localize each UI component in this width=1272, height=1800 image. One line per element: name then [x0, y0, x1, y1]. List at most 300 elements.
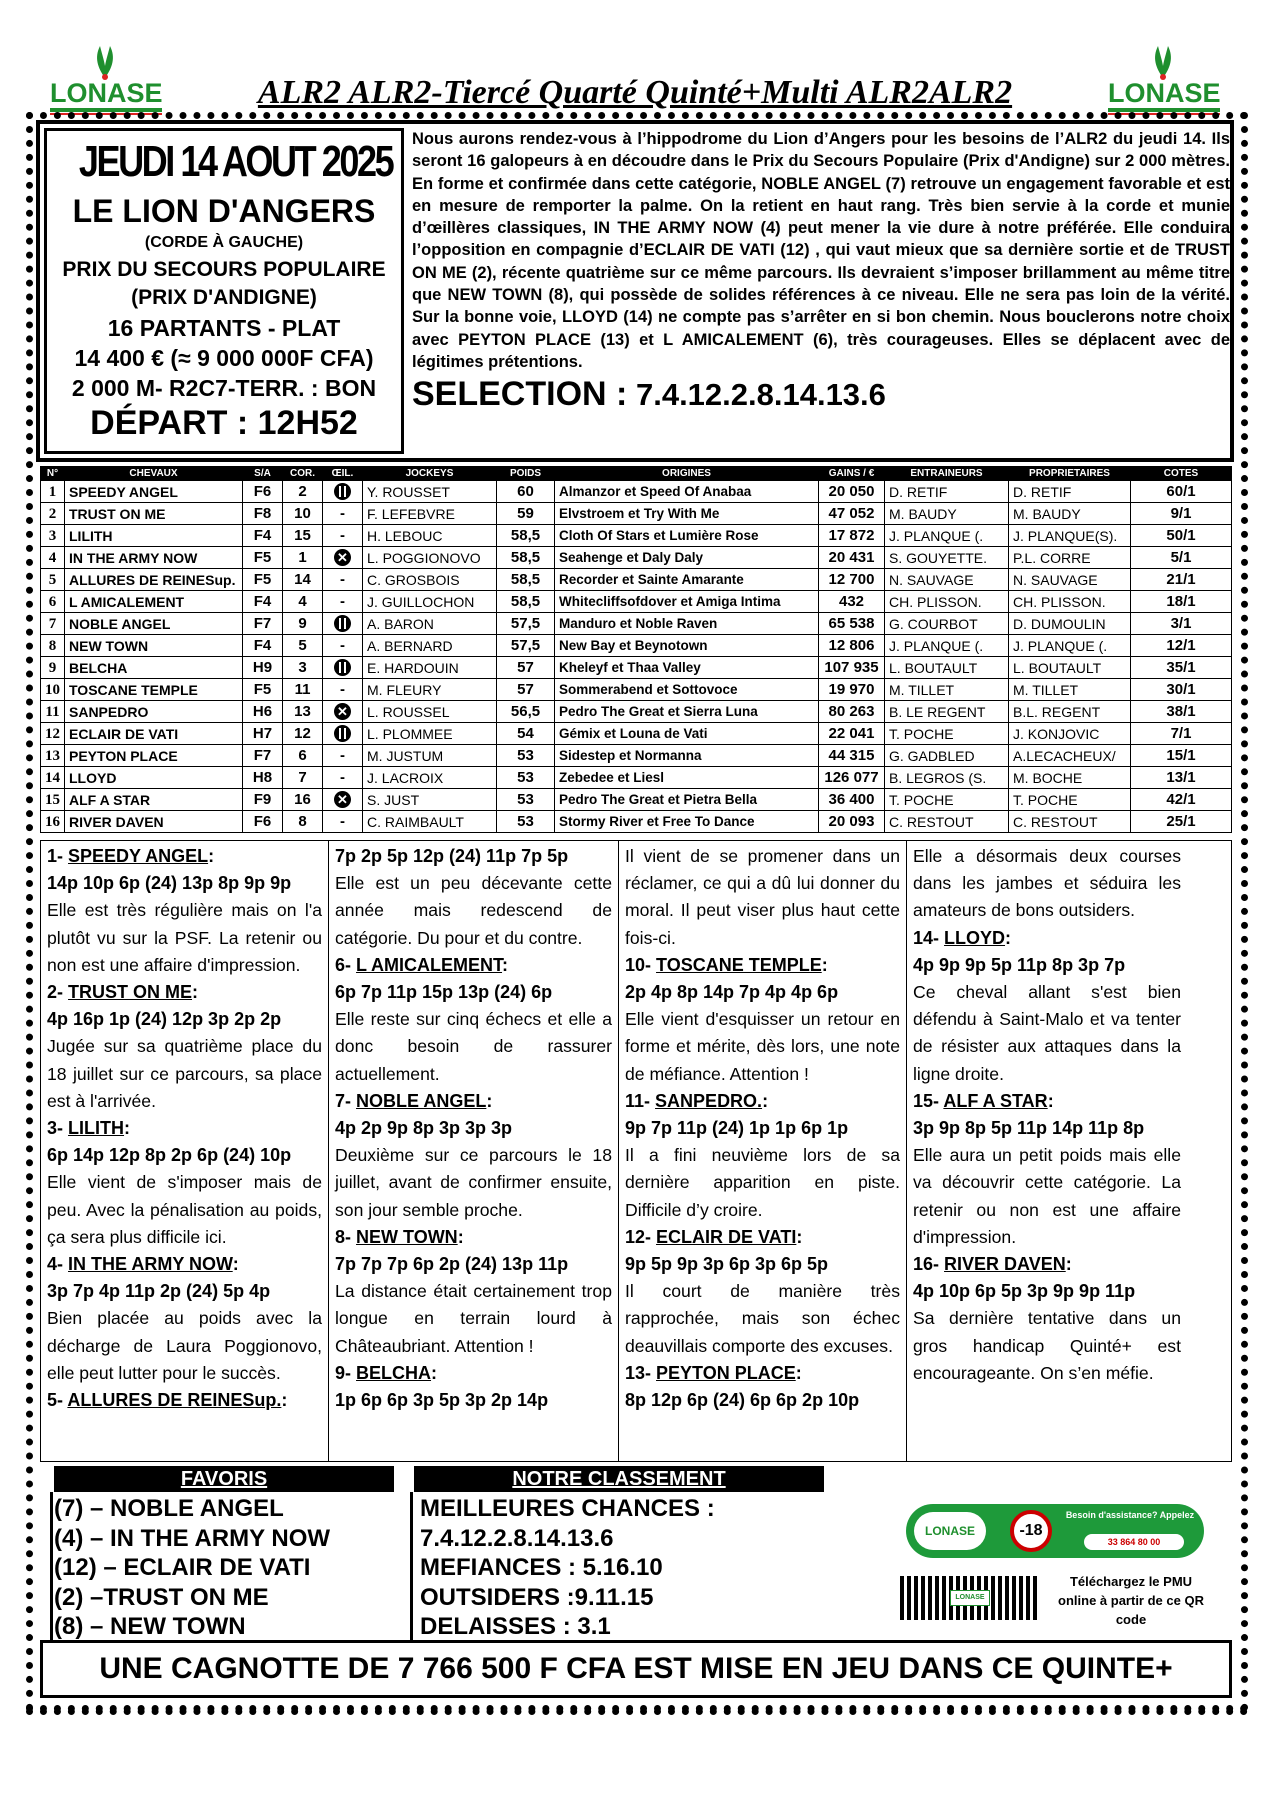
ad-banner	[906, 1504, 1204, 1558]
cell-jockey: L. PLOMMEE	[363, 723, 497, 745]
comment-horse-suffix: :	[124, 1118, 131, 1139]
comment-horse-title	[625, 1088, 900, 1115]
cell-horse: LLOYD	[65, 767, 243, 789]
cell-cor: 4	[283, 591, 323, 613]
cell-orig: Seahenge et Daly Daly	[555, 547, 819, 569]
cell-poids: 60	[497, 481, 555, 503]
comment-horse-name: TRUST ON ME	[68, 982, 193, 1003]
cell-horse: RIVER DAVEN	[65, 811, 243, 833]
comment-text: Jugée sur sa quatrième place du 18 juillet sur ce parcours, sa place est à l'arrivée.	[47, 1036, 322, 1111]
cell-poids: 53	[497, 745, 555, 767]
column-header: ŒIL.	[323, 467, 363, 481]
comment-horse-suffix: :	[1047, 1090, 1054, 1111]
selection-label: SELECTION :	[412, 375, 628, 414]
comment-horse-suffix: :	[431, 1362, 438, 1383]
comment-horse-name: LLOYD	[944, 927, 1006, 948]
comment-horse-title	[335, 1088, 612, 1115]
cell-gains: 107 935	[819, 657, 885, 679]
comment-horse-suffix: :	[192, 982, 199, 1003]
column-header: PROPRIETAIRES	[1009, 467, 1131, 481]
cell-cote: 13/1	[1131, 767, 1232, 789]
cell-poids: 58,5	[497, 525, 555, 547]
cell-sa: F4	[243, 525, 283, 547]
cell-sa: H9	[243, 657, 283, 679]
comment-horse-name: ALF A STAR	[943, 1090, 1048, 1111]
cell-num: 9	[41, 657, 65, 679]
cell-num: 6	[41, 591, 65, 613]
cell-oeil	[323, 613, 363, 635]
cell-sa: F6	[243, 481, 283, 503]
race-date: JEUDI 14 AOUT 2025	[78, 137, 393, 186]
cell-horse: LILITH	[65, 525, 243, 547]
comment-horse-number: 3-	[47, 1118, 64, 1139]
comment-horse-title	[625, 1224, 900, 1251]
table-row	[41, 745, 1232, 767]
cell-horse: NOBLE ANGEL	[65, 613, 243, 635]
race-venue: LE LION D'ANGERS	[72, 193, 376, 229]
cell-cor: 5	[283, 635, 323, 657]
comment-text: La distance était certainement trop longue en terrain lourd à Châteaubriant. Attention !	[335, 1281, 612, 1356]
selection	[412, 375, 1230, 414]
cell-cote: 7/1	[1131, 723, 1232, 745]
column-header: GAINS / €	[819, 467, 885, 481]
cell-gains: 22 041	[819, 723, 885, 745]
comment-horse-number: 10-	[625, 954, 652, 975]
cell-prop: P.L. CORRE	[1009, 547, 1131, 569]
comment-musique: 7p 7p 7p 6p 2p (24) 13p 11p	[335, 1254, 569, 1275]
cell-oeil: -	[323, 811, 363, 833]
cell-prop: M. BAUDY	[1009, 503, 1131, 525]
cell-orig: Pedro The Great et Pietra Bella	[555, 789, 819, 811]
comment-horse-title	[47, 1387, 322, 1414]
cell-orig: Cloth Of Stars et Lumière Rose	[555, 525, 819, 547]
cell-num: 3	[41, 525, 65, 547]
cell-poids: 59	[497, 503, 555, 525]
comment-horse-number: 4-	[47, 1254, 64, 1275]
cell-gains: 36 400	[819, 789, 885, 811]
cell-poids: 53	[497, 811, 555, 833]
cell-poids: 53	[497, 789, 555, 811]
comment-horse-number: 2-	[47, 982, 64, 1003]
cell-entr: G. COURBOT	[885, 613, 1009, 635]
cell-entr: M. TILLET	[885, 679, 1009, 701]
cell-cor: 6	[283, 745, 323, 767]
table-row	[41, 679, 1232, 701]
comment-text: Deuxième sur ce parcours le 18 juillet, avant de confirmer ensuite, son jour semble proche.	[335, 1145, 612, 1220]
cell-entr: L. BOUTAULT	[885, 657, 1009, 679]
comment-horse-name: TOSCANE TEMPLE	[656, 954, 822, 975]
comment-musique: 6p 7p 11p 15p 13p (24) 6p	[335, 982, 553, 1003]
cell-orig: Recorder et Sainte Amarante	[555, 569, 819, 591]
table-row	[41, 723, 1232, 745]
comment-text: Ce cheval allant s'est bien défendu à Saint-Malo et va tenter de résister aux attaques dans la ligne droite.	[913, 982, 1181, 1084]
comment-text: Il a fini neuvième lors de sa dernière apparition en piste. Difficile d’y croire.	[625, 1145, 900, 1220]
comment-musique: 9p 5p 9p 3p 6p 3p 6p 5p	[625, 1254, 829, 1275]
cell-entr: B. LEGROS (S.	[885, 767, 1009, 789]
cell-sa: F5	[243, 547, 283, 569]
comment-musique: 3p 7p 4p 11p 2p (24) 5p 4p	[47, 1281, 271, 1302]
comment-horse-suffix: :	[762, 1090, 769, 1111]
comment-horse-suffix: :	[281, 1390, 288, 1411]
cell-jockey: L. POGGIONOVO	[363, 547, 497, 569]
comment-horse-title	[625, 952, 900, 979]
cell-num: 15	[41, 789, 65, 811]
column-header: ORIGINES	[555, 467, 819, 481]
cell-gains: 19 970	[819, 679, 885, 701]
cell-cote: 3/1	[1131, 613, 1232, 635]
cell-oeil: -	[323, 503, 363, 525]
cell-entr: T. POCHE	[885, 723, 1009, 745]
cell-cote: 9/1	[1131, 503, 1232, 525]
cell-num: 8	[41, 635, 65, 657]
cell-poids: 53	[497, 767, 555, 789]
prix-alt-name: (PRIX D'ANDIGNE)	[131, 286, 317, 309]
cell-horse: ALLURES DE REINESup.	[65, 569, 243, 591]
cell-jockey: M. FLEURY	[363, 679, 497, 701]
comment-horse-number: 14-	[913, 927, 940, 948]
comment-musique: 7p 2p 5p 12p (24) 11p 7p 5p	[335, 846, 569, 866]
comment-horse-suffix: :	[486, 1090, 493, 1111]
comment-horse-number: 9-	[335, 1362, 352, 1383]
table-row	[41, 811, 1232, 833]
cell-cor: 16	[283, 789, 323, 811]
cell-oeil	[323, 657, 363, 679]
cell-poids: 57	[497, 679, 555, 701]
comment-horse-title	[335, 1224, 612, 1251]
comments-column-4	[907, 841, 1187, 1461]
cell-horse: ALF A STAR	[65, 789, 243, 811]
logo-word: LONASE	[1108, 78, 1221, 108]
cell-entr: M. BAUDY	[885, 503, 1009, 525]
cell-cor: 8	[283, 811, 323, 833]
comment-horse-number: 5-	[47, 1390, 64, 1411]
cell-prop: L. BOUTAULT	[1009, 657, 1131, 679]
cell-num: 12	[41, 723, 65, 745]
comment-horse-title	[47, 1251, 322, 1278]
classement-item: OUTSIDERS :9.11.15	[420, 1583, 654, 1611]
table-row	[41, 591, 1232, 613]
wing-icon	[88, 40, 122, 80]
cell-sa: F5	[243, 569, 283, 591]
cell-orig: Zebedee et Liesl	[555, 767, 819, 789]
dotted-frame-bottom	[26, 1708, 1248, 1720]
comment-text: Elle est un peu décevante cette année mais redescend de catégorie. Du pour et du contre.	[335, 873, 612, 948]
comment-horse-name: SANPEDRO.	[655, 1090, 763, 1111]
cell-cor: 11	[283, 679, 323, 701]
comment-text: Il court de manière très rapprochée, mais son échec deauvillais comporte des excuses.	[625, 1281, 900, 1356]
blinkers-icon	[334, 659, 351, 676]
comment-horse-number: 1-	[47, 846, 64, 866]
comment-horse-number: 11-	[625, 1090, 651, 1111]
comment-horse-name: LILITH	[68, 1118, 125, 1139]
cell-prop: M. BOCHE	[1009, 767, 1131, 789]
cell-sa: H8	[243, 767, 283, 789]
cell-num: 1	[41, 481, 65, 503]
cell-sa: F7	[243, 613, 283, 635]
classement-divider	[410, 1492, 413, 1642]
table-row	[41, 547, 1232, 569]
comment-musique: 14p 10p 6p (24) 13p 8p 9p 9p	[47, 873, 292, 894]
cell-cote: 38/1	[1131, 701, 1232, 723]
comment-musique: 4p 16p 1p (24) 12p 3p 2p 2p	[47, 1009, 282, 1030]
race-info	[44, 128, 404, 454]
table-row	[41, 613, 1232, 635]
cell-gains: 47 052	[819, 503, 885, 525]
cell-cor: 7	[283, 767, 323, 789]
cell-cor: 15	[283, 525, 323, 547]
favori-item: (4) – IN THE ARMY NOW	[54, 1524, 331, 1552]
cell-cor: 10	[283, 503, 323, 525]
cell-num: 14	[41, 767, 65, 789]
comment-horse-title	[913, 1088, 1181, 1115]
cell-orig: Almanzor et Speed Of Anabaa	[555, 481, 819, 503]
qr-logo: LONASE	[950, 1590, 990, 1606]
cell-prop: J. PLANQUE (.	[1009, 635, 1131, 657]
cell-cote: 60/1	[1131, 481, 1232, 503]
cell-cote: 12/1	[1131, 635, 1232, 657]
cell-num: 5	[41, 569, 65, 591]
comment-text: Bien placée au poids avec la décharge de Laura Poggionovo, elle peut lutter pour le succès.	[47, 1308, 322, 1383]
column-header: S/A	[243, 467, 283, 481]
ad-logo: LONASE	[914, 1512, 986, 1550]
cell-orig: Stormy River et Free To Dance	[555, 811, 819, 833]
cell-entr: C. RESTOUT	[885, 811, 1009, 833]
australian-blinkers-icon: ✕	[334, 549, 351, 566]
table-row	[41, 767, 1232, 789]
cell-entr: J. PLANQUE (.	[885, 525, 1009, 547]
table-row	[41, 657, 1232, 679]
cell-num: 2	[41, 503, 65, 525]
cell-oeil	[323, 547, 363, 569]
blinkers-icon	[334, 615, 351, 632]
cell-prop: B.L. REGENT	[1009, 701, 1131, 723]
table-row	[41, 481, 1232, 503]
comment-horse-suffix: :	[821, 954, 828, 975]
cell-jockey: F. LEFEBVRE	[363, 503, 497, 525]
cell-gains: 44 315	[819, 745, 885, 767]
comment-horse-number: 15-	[913, 1090, 940, 1111]
comment-horse-name: RIVER DAVEN	[944, 1254, 1066, 1275]
cell-horse: IN THE ARMY NOW	[65, 547, 243, 569]
cell-num: 11	[41, 701, 65, 723]
cell-jockey: H. LEBOUC	[363, 525, 497, 547]
cell-jockey: E. HARDOUIN	[363, 657, 497, 679]
cell-cor: 12	[283, 723, 323, 745]
cell-cote: 25/1	[1131, 811, 1232, 833]
cell-oeil	[323, 789, 363, 811]
comment-musique: 6p 14p 12p 8p 2p 6p (24) 10p	[47, 1145, 292, 1166]
race-partants: 16 PARTANTS - PLAT	[107, 315, 341, 341]
cell-poids: 56,5	[497, 701, 555, 723]
cell-entr: B. LE REGENT	[885, 701, 1009, 723]
cell-orig: New Bay et Beynotown	[555, 635, 819, 657]
cell-cor: 13	[283, 701, 323, 723]
cell-jockey: M. JUSTUM	[363, 745, 497, 767]
classement-item: 7.4.12.2.8.14.13.6	[420, 1524, 614, 1552]
table-row	[41, 789, 1232, 811]
cell-oeil: -	[323, 569, 363, 591]
comment-horse-name: SPEEDY ANGEL	[68, 846, 209, 866]
comment-horse-suffix: :	[795, 1362, 802, 1383]
cell-gains: 126 077	[819, 767, 885, 789]
comments-column-3	[619, 841, 907, 1461]
cell-oeil: -	[323, 525, 363, 547]
cell-orig: Manduro et Noble Raven	[555, 613, 819, 635]
comment-musique: 4p 9p 9p 5p 11p 8p 3p 7p	[913, 954, 1126, 975]
table-row	[41, 701, 1232, 723]
bet-types-banner: ALR2 ALR2-Tiercé Quarté Quinté+Multi ALR2ALR2	[257, 74, 1013, 111]
cell-prop: J. KONJOVIC	[1009, 723, 1131, 745]
cell-jockey: S. JUST	[363, 789, 497, 811]
cell-cote: 30/1	[1131, 679, 1232, 701]
cell-gains: 432	[819, 591, 885, 613]
intro-text: Nous aurons rendez-vous à l’hippodrome du Lion d’Angers pour les besoins de l’ALR2 du jeudi 14. Ils seront 16 galopeurs à en découdre dans le Prix du Secours Populaire (Prix d'Andigne) sur 2 000 mètres. En forme et confirmée dans cette catégorie, NOBLE ANGEL (7) retrouve un engagement favorable et est en mesure de remporter la palme. On la retient en haut rang. Très bien servie à la corde et munie d’œillères classiques, IN THE ARMY NOW (4) peut mener la vie dure à notre préférée. Elle conduira l’opposition en compagnie d’ECLAIR DE VATI (12) , qui vaut mieux que sa dernière sortie et de TRUST ON ME (2), récente quatrième sur ce même parcours. Ils devraient s’imposer brillamment au même titre que NEW TOWN (8), qui possède de solides références à ce niveau. Elle ne sera pas loin de la vérité. Sur la bonne voie, LLOYD (14) ne compte pas s’arrêter en si bon chemin. Nous bouclerons notre choix avec PEYTON PLACE (13) et L AMICALEMENT (6), très courageuses. Elles se déplacent avec de légitimes prétentions.	[412, 130, 1230, 371]
comment-text: Sa dernière tentative dans un gros handicap Quinté+ est encourageante. On s’en méfie.	[913, 1308, 1181, 1383]
cell-prop: CH. PLISSON.	[1009, 591, 1131, 613]
cell-num: 4	[41, 547, 65, 569]
comment-musique: 9p 7p 11p (24) 1p 1p 6p 1p	[625, 1118, 849, 1139]
cell-prop: N. SAUVAGE	[1009, 569, 1131, 591]
cell-sa: F7	[243, 745, 283, 767]
blinkers-icon	[334, 725, 351, 742]
classement-list	[420, 1494, 840, 1642]
cell-num: 13	[41, 745, 65, 767]
cell-cote: 15/1	[1131, 745, 1232, 767]
age-restriction-icon: -18	[1010, 1510, 1052, 1552]
horse-comments	[40, 840, 1232, 1462]
cell-prop: D. DUMOULIN	[1009, 613, 1131, 635]
comment-horse-number: 7-	[335, 1090, 352, 1111]
comments-column-1	[41, 841, 329, 1461]
qr-download-text: Téléchargez le PMU online à partir de ce QR code	[1058, 1574, 1204, 1627]
comment-horse-title	[625, 1360, 900, 1387]
cell-gains: 17 872	[819, 525, 885, 547]
comment-text: Elle est très régulière mais on l'a plutôt vu sur la PSF. La retenir ou non est une affaire d'impression.	[47, 900, 322, 975]
race-preview	[412, 128, 1230, 458]
column-header: COR.	[283, 467, 323, 481]
lonase-logo-right	[1102, 40, 1224, 114]
comment-horse-suffix: :	[1065, 1254, 1072, 1275]
favori-item: (12) – ECLAIR DE VATI	[54, 1554, 311, 1581]
cell-gains: 20 093	[819, 811, 885, 833]
cell-orig: Kheleyf et Thaa Valley	[555, 657, 819, 679]
comment-text: Elle vient de s'imposer mais de peu. Avec la pénalisation au poids, ça sera plus difficile ici.	[47, 1172, 322, 1247]
logo-word: LONASE	[50, 78, 163, 108]
comment-horse-title	[47, 979, 322, 1006]
cell-sa: F8	[243, 503, 283, 525]
runners-table	[40, 466, 1232, 833]
cell-cor: 14	[283, 569, 323, 591]
comment-musique: 1p 6p 6p 3p 5p 3p 2p 14p	[335, 1390, 549, 1411]
cell-horse: SANPEDRO	[65, 701, 243, 723]
cell-cote: 35/1	[1131, 657, 1232, 679]
cell-horse: ECLAIR DE VATI	[65, 723, 243, 745]
cell-entr: CH. PLISSON.	[885, 591, 1009, 613]
cell-horse: L AMICALEMENT	[65, 591, 243, 613]
comment-horse-number: 13-	[625, 1362, 652, 1383]
comment-horse-name: NEW TOWN	[356, 1226, 458, 1247]
cell-oeil: -	[323, 767, 363, 789]
race-prix	[47, 256, 401, 312]
cell-orig: Pedro The Great et Sierra Luna	[555, 701, 819, 723]
cell-poids: 58,5	[497, 547, 555, 569]
cell-horse: PEYTON PLACE	[65, 745, 243, 767]
race-montant: 14 400 € (≈ 9 000 000F CFA)	[74, 345, 374, 371]
cell-jockey: J. LACROIX	[363, 767, 497, 789]
cell-gains: 20 050	[819, 481, 885, 503]
qr-code-icon[interactable]	[900, 1576, 1040, 1620]
comment-musique: 8p 12p 6p (24) 6p 6p 2p 10p	[625, 1390, 860, 1411]
cell-entr: J. PLANQUE (.	[885, 635, 1009, 657]
comment-text: Elle aura un petit poids mais elle va découvrir cette catégorie. La retenir ou non est une affaire d'impression.	[913, 1145, 1181, 1247]
cell-sa: H6	[243, 701, 283, 723]
cagnotte-banner: UNE CAGNOTTE DE 7 766 500 F CFA EST MISE EN JEU DANS CE QUINTE+	[40, 1640, 1232, 1698]
classement-item: MEILLEURES CHANCES :	[420, 1495, 715, 1522]
cell-prop: M. TILLET	[1009, 679, 1131, 701]
cell-prop: J. PLANQUE(S).	[1009, 525, 1131, 547]
cell-cote: 42/1	[1131, 789, 1232, 811]
cell-orig: Sommerabend et Sottovoce	[555, 679, 819, 701]
table-row	[41, 635, 1232, 657]
comment-horse-number: 6-	[335, 954, 352, 975]
comment-text: Il vient de se promener dans un réclamer, ce qui a dû lui donner du moral. Il peut viser plus haut cette fois-ci.	[625, 846, 900, 948]
comment-horse-suffix: :	[796, 1226, 803, 1247]
comment-text: Elle a désormais deux courses dans les jambes et séduira les amateurs de bons outsiders.	[913, 846, 1181, 921]
comment-horse-number: 12-	[625, 1226, 652, 1247]
cell-jockey: C. GROSBOIS	[363, 569, 497, 591]
cell-horse: TOSCANE TEMPLE	[65, 679, 243, 701]
cell-poids: 57	[497, 657, 555, 679]
comment-horse-title	[913, 925, 1181, 952]
cell-cote: 50/1	[1131, 525, 1232, 547]
cell-gains: 12 806	[819, 635, 885, 657]
australian-blinkers-icon: ✕	[334, 791, 351, 808]
comment-horse-number: 8-	[335, 1226, 352, 1247]
cell-sa: F6	[243, 811, 283, 833]
comments-column-2	[329, 841, 619, 1461]
cell-gains: 20 431	[819, 547, 885, 569]
cell-gains: 65 538	[819, 613, 885, 635]
cell-entr: G. GADBLED	[885, 745, 1009, 767]
favori-item: (7) – NOBLE ANGEL	[54, 1495, 284, 1522]
comment-horse-title	[335, 952, 612, 979]
column-header: POIDS	[497, 467, 555, 481]
comment-horse-title	[47, 843, 322, 870]
comment-horse-suffix: :	[232, 1254, 239, 1275]
cell-entr: T. POCHE	[885, 789, 1009, 811]
cell-orig: Sidestep et Normanna	[555, 745, 819, 767]
comment-horse-name: PEYTON PLACE	[656, 1362, 796, 1383]
comment-text: Elle vient d'esquisser un retour en forme et mérite, dès lors, une note de méfiance. Attention !	[625, 1009, 900, 1084]
comment-horse-name: L AMICALEMENT	[356, 954, 503, 975]
cell-oeil: -	[323, 745, 363, 767]
cell-gains: 80 263	[819, 701, 885, 723]
cell-entr: S. GOUYETTE.	[885, 547, 1009, 569]
cell-prop: A.LECACHEUX/	[1009, 745, 1131, 767]
cell-horse: BELCHA	[65, 657, 243, 679]
cell-sa: F9	[243, 789, 283, 811]
comment-horse-suffix: :	[502, 954, 509, 975]
cell-cor: 1	[283, 547, 323, 569]
table-header-row	[41, 467, 1232, 481]
cell-cor: 9	[283, 613, 323, 635]
comment-horse-name: IN THE ARMY NOW	[68, 1254, 233, 1275]
selection-value: 7.4.12.2.8.14.13.6	[635, 377, 886, 413]
cell-jockey: C. RAIMBAULT	[363, 811, 497, 833]
comment-horse-name: BELCHA	[356, 1362, 432, 1383]
column-header: N°	[41, 467, 65, 481]
comment-horse-title	[335, 1360, 612, 1387]
